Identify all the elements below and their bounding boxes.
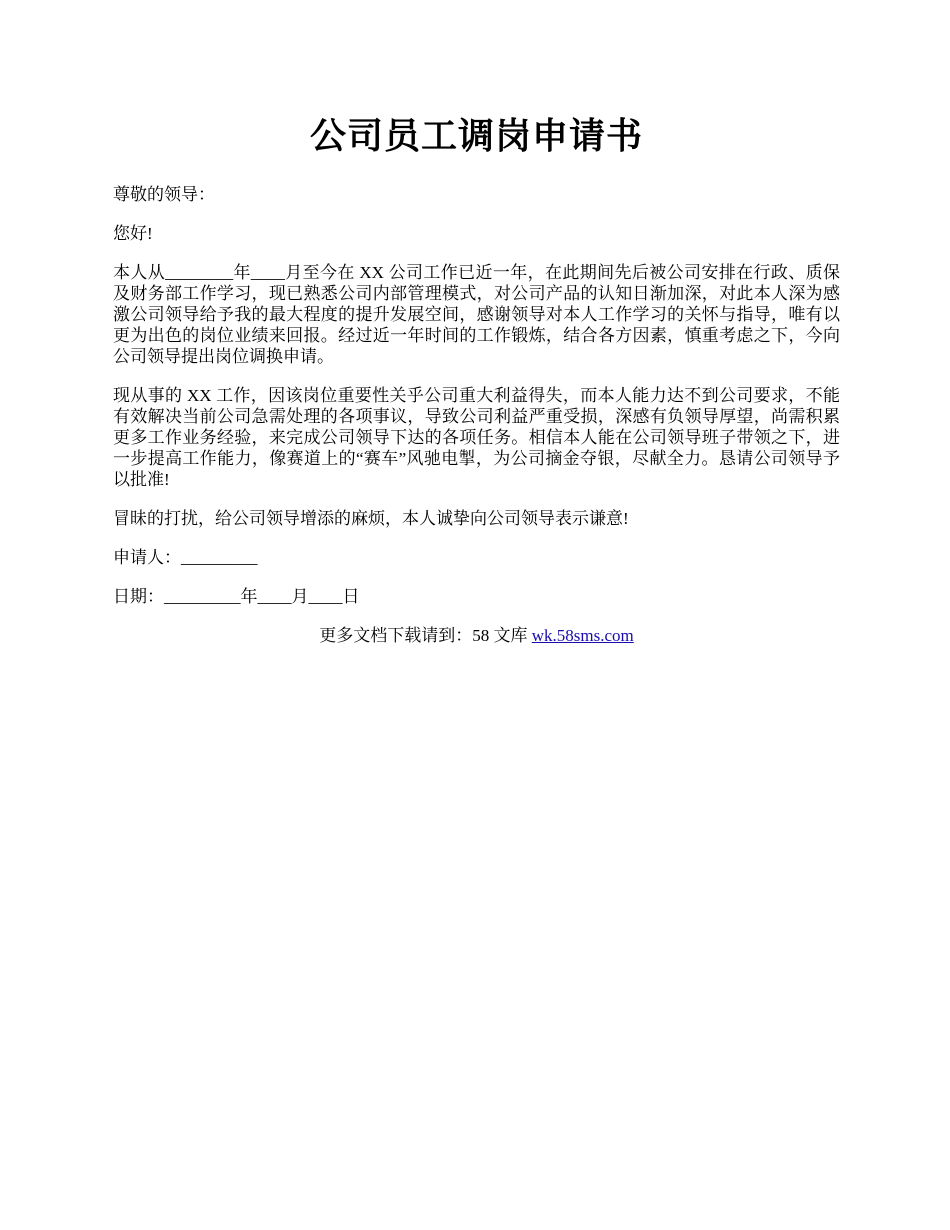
download-footer (113, 625, 840, 646)
document-page (113, 112, 840, 663)
salutation: 尊敬的领导： (113, 185, 215, 204)
body-paragraph-3: 冒昧的打扰，给公司领导增添的麻烦，本人诚挚向公司领导表示谦意! (113, 509, 629, 528)
footer-prefix: 更多文档下载请到：58 文库 (319, 626, 532, 645)
greeting: 您好! (113, 224, 153, 243)
date-line: 日期：_________年____月____日 (113, 587, 360, 606)
document-title: 公司员工调岗申请书 (309, 116, 643, 156)
footer-link[interactable]: wk.58sms.com (531, 626, 634, 645)
applicant-line: 申请人：_________ (113, 548, 258, 567)
body-paragraph-2: 现从事的 XX 工作，因该岗位重要性关乎公司重大利益得失，而本人能力达不到公司要求，不能有效解决当前公司急需处理的各项事议，导致公司利益严重受损，深感有负领导厚望，尚需积累更多工作业务经验，来完成公司领导下达的各项任务。相信本人能在公司领导班子带领之下，进一步提高工作能力，像赛道上的“赛车”风驰电掣，为公司摘金夺银，尽献全力。恳请公司领导予以批准! (113, 386, 840, 489)
body-paragraph-1: 本人从________年____月至今在 XX 公司工作已近一年，在此期间先后被公司安排在行政、质保及财务部工作学习，现已熟悉公司内部管理模式，对公司产品的认知日渐加深，对此本人深为感激公司领导给予我的最大程度的提升发展空间，感谢领导对本人工作学习的关怀与指导，唯有以更为出色的岗位业绩来回报。经过近一年时间的工作锻炼，结合各方因素，慎重考虑之下，今向公司领导提出岗位调换申请。 (113, 263, 840, 366)
